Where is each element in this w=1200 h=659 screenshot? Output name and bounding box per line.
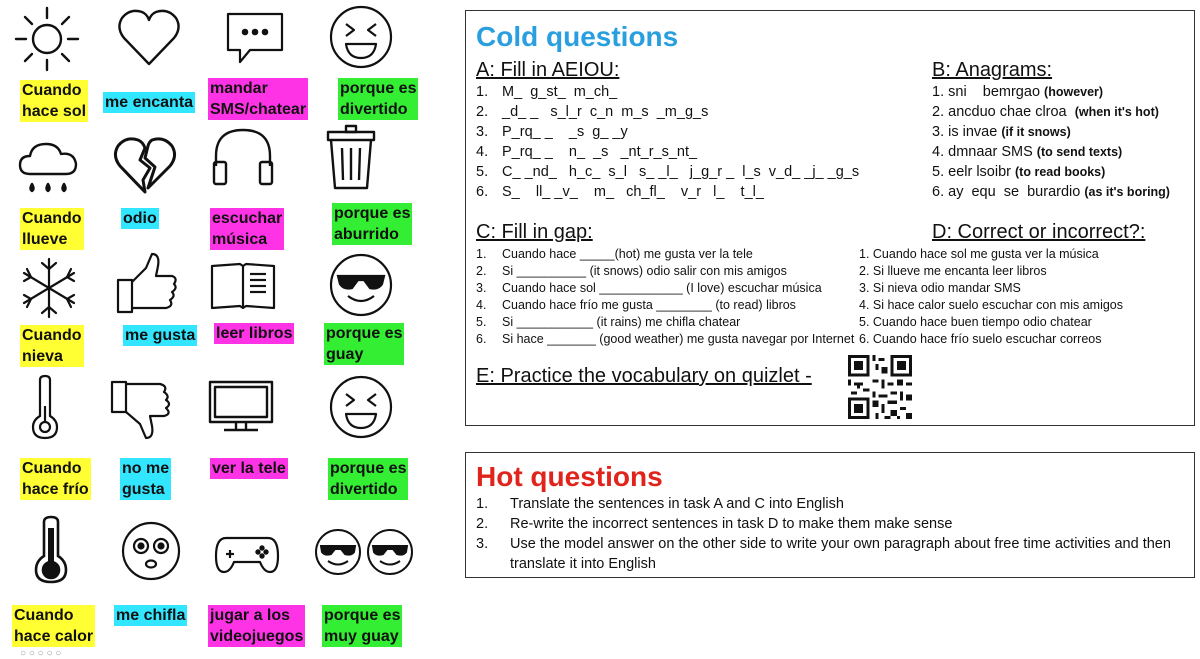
two-sunglasses-faces-icon bbox=[314, 524, 414, 580]
section-d-item: 5. Cuando hace buen tiempo odio chatear bbox=[859, 315, 1092, 329]
hot-questions-title: Hot questions bbox=[476, 461, 663, 492]
item-hint: (when it's hot) bbox=[1074, 105, 1159, 119]
headphones-icon bbox=[208, 122, 278, 192]
chat-bubble-icon bbox=[220, 4, 290, 74]
book-icon bbox=[208, 250, 278, 320]
item-text: Cuando hace _____(hot) me gusta ver la tele bbox=[502, 247, 753, 261]
section-e-title: E: Practice the vocabulary on quizlet - bbox=[476, 365, 812, 387]
cold-questions-title: Cold questions bbox=[476, 21, 679, 52]
section-c-item bbox=[476, 263, 854, 280]
section-c-item bbox=[476, 331, 854, 348]
section-a-item bbox=[476, 182, 859, 202]
item-hint: (as it's boring) bbox=[1084, 185, 1170, 199]
section-b-item bbox=[932, 162, 1170, 182]
item-text: Si __________ (it snows) odio salir con mis amigos bbox=[502, 264, 787, 278]
section-d-title: D: Correct or incorrect?: bbox=[932, 221, 1146, 243]
item-text: ancduo chae clroa bbox=[948, 104, 1075, 120]
sun-icon bbox=[12, 4, 82, 74]
item-number: 6. bbox=[476, 184, 489, 200]
item-text: Use the model answer on the other side to write your own paragraph about free time activities and then translate it into English bbox=[510, 536, 1171, 572]
item-text: Translate the sentences in task A and C into English bbox=[510, 496, 844, 512]
laughing-face-icon bbox=[326, 372, 396, 442]
section-b-item bbox=[932, 122, 1170, 142]
label-ver-la-tele: ver la tele bbox=[212, 460, 286, 477]
broken-heart-icon bbox=[110, 130, 180, 200]
label-muy-guay: porque es muy guay bbox=[324, 607, 401, 645]
label-divertido-2: porque es divertido bbox=[330, 460, 407, 498]
item-number: 1. bbox=[476, 247, 487, 261]
item-number: 2. bbox=[476, 516, 489, 532]
item-text: is invae bbox=[948, 124, 1002, 140]
section-a-list bbox=[476, 82, 859, 202]
label-odio: odio bbox=[123, 210, 157, 227]
label-hace-calor: Cuando hace calor bbox=[14, 607, 94, 645]
item-number: 4. bbox=[932, 144, 945, 160]
page-dots-decoration: ○ ○ ○ ○ ○ bbox=[20, 648, 62, 659]
section-d-item: 4. Si hace calor suelo escuchar con mis amigos bbox=[859, 298, 1124, 312]
item-text: sni bemrgao bbox=[948, 84, 1045, 100]
item-hint: (to send texts) bbox=[1036, 145, 1123, 159]
hot-question-item bbox=[476, 514, 1190, 534]
sunglasses-face-icon bbox=[326, 250, 396, 320]
label-hace-frio: Cuando hace frío bbox=[22, 460, 89, 498]
section-d-item: 1. Cuando hace sol me gusta ver la música bbox=[859, 247, 1099, 261]
item-number: 4. bbox=[476, 144, 489, 160]
section-a-item bbox=[476, 82, 859, 102]
hot-question-item bbox=[476, 534, 1190, 574]
item-text: P_rq_ _ n_ _s _nt_r_s_nt_ bbox=[502, 144, 698, 160]
item-number: 2. bbox=[476, 264, 487, 278]
label-guay: porque es guay bbox=[326, 325, 403, 363]
label-mandar-sms: mandar SMS/chatear bbox=[210, 80, 307, 118]
item-number: 4. bbox=[476, 298, 487, 312]
item-number: 2. bbox=[932, 104, 945, 120]
thumbs-up-icon bbox=[112, 250, 182, 320]
item-number: 1. bbox=[932, 84, 945, 100]
section-a-item bbox=[476, 102, 859, 122]
item-number: 5. bbox=[476, 164, 489, 180]
section-a-item bbox=[476, 122, 859, 142]
item-number: 5. bbox=[476, 315, 487, 329]
hot-questions-list bbox=[476, 494, 1190, 574]
label-hace-sol: Cuando hace sol bbox=[22, 82, 87, 120]
item-text: C_ _nd_ h_c_ s_l s_ _l_ j_g_r _ l_s v_d_ _j_ _g_s bbox=[502, 164, 860, 180]
section-c-title: C: Fill in gap: bbox=[476, 221, 593, 243]
item-number: 3. bbox=[932, 124, 945, 140]
label-me-chifla: me chifla bbox=[116, 607, 186, 624]
section-d-item: 3. Si nieva odio mandar SMS bbox=[859, 281, 1021, 295]
item-number: 3. bbox=[476, 124, 489, 140]
label-escuchar-musica: escuchar música bbox=[212, 210, 283, 248]
gamepad-icon bbox=[212, 516, 282, 586]
section-b-title: B: Anagrams: bbox=[932, 59, 1053, 81]
item-text: dmnaar SMS bbox=[948, 144, 1037, 160]
dizzy-face-icon bbox=[116, 516, 186, 586]
item-text: S_ ll_ _v_ m_ ch_fl_ v_r l_ t_l_ bbox=[502, 184, 764, 200]
section-c-item bbox=[476, 246, 854, 263]
label-nieva: Cuando nieva bbox=[22, 327, 82, 365]
section-b-item bbox=[932, 142, 1170, 162]
label-aburrido: porque es aburrido bbox=[334, 205, 411, 243]
item-hint: (to read books) bbox=[1015, 165, 1106, 179]
item-text: ay equ se burardio bbox=[948, 184, 1085, 200]
hot-questions-panel bbox=[465, 452, 1195, 578]
section-c-item bbox=[476, 297, 854, 314]
section-b-item bbox=[932, 102, 1170, 122]
label-llueve: Cuando llueve bbox=[22, 210, 82, 248]
section-c-item bbox=[476, 280, 854, 297]
label-jugar-videojuegos: jugar a los videojuegos bbox=[210, 607, 304, 645]
label-leer-libros: leer libros bbox=[216, 325, 293, 342]
tv-icon bbox=[206, 372, 276, 442]
item-number: 1. bbox=[476, 496, 489, 512]
cold-questions-panel bbox=[465, 10, 1195, 426]
section-c-item bbox=[476, 314, 854, 331]
label-divertido: porque es divertido bbox=[340, 80, 417, 118]
item-text: _d_ _ s_l_r c_n m_s _m_g_s bbox=[502, 104, 709, 120]
item-number: 6. bbox=[476, 332, 487, 346]
section-d-item: 6. Cuando hace frío suelo escuchar correos bbox=[859, 332, 1102, 346]
item-number: 6. bbox=[932, 184, 945, 200]
snowflake-icon bbox=[14, 253, 84, 323]
label-me-gusta: me gusta bbox=[125, 327, 196, 344]
label-me-encanta: me encanta bbox=[105, 94, 194, 111]
item-text: P_rq_ _ _s g_ _y bbox=[502, 124, 628, 140]
hot-question-item bbox=[476, 494, 1190, 514]
label-no-me-gusta: no me gusta bbox=[122, 460, 170, 498]
section-b-item bbox=[932, 82, 1170, 102]
section-a-title: A: Fill in AEIOU: bbox=[476, 59, 620, 81]
item-number: 5. bbox=[932, 164, 945, 180]
thumbs-down-icon bbox=[106, 372, 176, 442]
section-a-item bbox=[476, 162, 859, 182]
laughing-face-icon bbox=[326, 2, 396, 72]
section-d-item: 2. Si llueve me encanta leer libros bbox=[859, 264, 1047, 278]
rain-cloud-icon bbox=[14, 134, 84, 204]
item-number: 3. bbox=[476, 281, 487, 295]
item-text: Re-write the incorrect sentences in task D to make them make sense bbox=[510, 516, 953, 532]
section-d-list bbox=[859, 246, 1123, 348]
item-hint: (if it snows) bbox=[1001, 125, 1071, 139]
section-b-list bbox=[932, 82, 1170, 202]
item-hint: (however) bbox=[1044, 85, 1104, 99]
trash-bin-icon bbox=[316, 122, 386, 192]
item-text: Si ___________ (it rains) me chifla chatear bbox=[502, 315, 741, 329]
item-text: Si hace _______ (good weather) me gusta navegar por Internet bbox=[502, 332, 855, 346]
section-a-item bbox=[476, 142, 859, 162]
item-number: 3. bbox=[476, 536, 489, 552]
qr-code-icon[interactable] bbox=[848, 355, 912, 419]
item-text: eelr lsoibr bbox=[948, 164, 1016, 180]
item-text: Cuando hace sol ____________ (I love) escuchar música bbox=[502, 281, 822, 295]
thermometer-high-icon bbox=[16, 514, 86, 584]
section-b-item bbox=[932, 182, 1170, 202]
item-text: M_ g_st_ m_ch_ bbox=[502, 84, 618, 100]
heart-icon bbox=[114, 2, 184, 72]
item-number: 1. bbox=[476, 84, 489, 100]
section-c-list bbox=[476, 246, 854, 348]
item-text: Cuando hace frío me gusta ________ (to read) libros bbox=[502, 298, 796, 312]
thermometer-low-icon bbox=[10, 372, 80, 442]
item-number: 2. bbox=[476, 104, 489, 120]
